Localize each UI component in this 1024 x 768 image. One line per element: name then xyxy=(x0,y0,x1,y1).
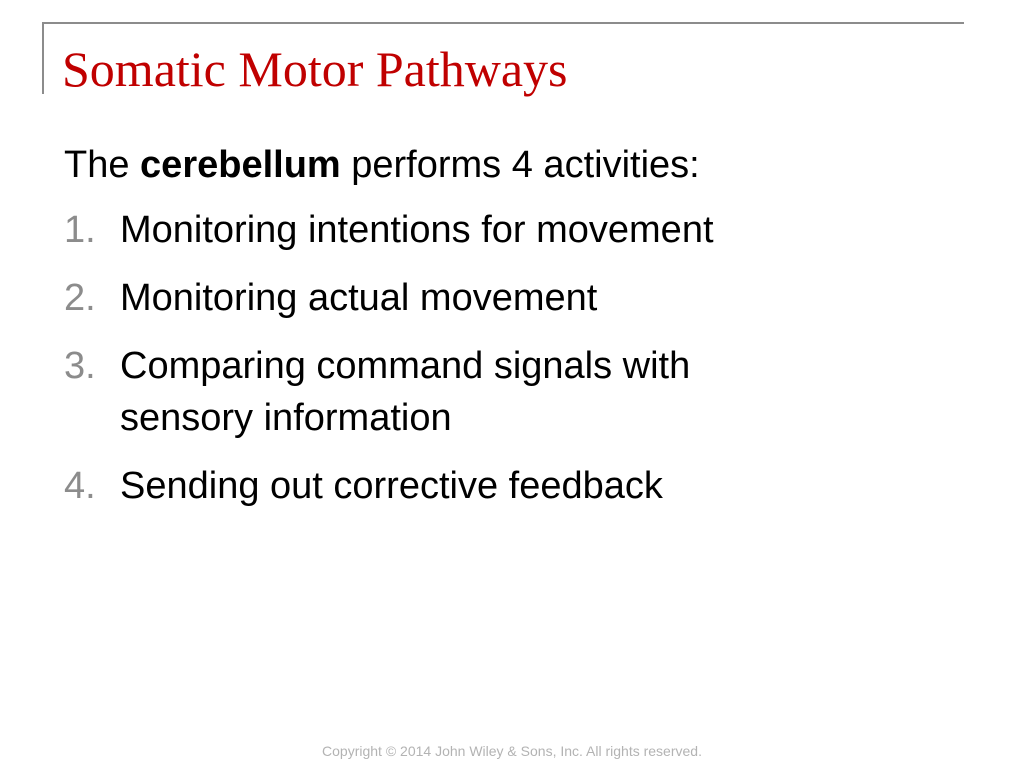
list-item xyxy=(64,272,944,324)
list-item-number: 1. xyxy=(64,209,96,251)
list-item xyxy=(64,204,944,256)
list-item-text: Comparing command signals with sensory information xyxy=(120,345,691,439)
list-item-text: Monitoring intentions for movement xyxy=(120,209,714,251)
list-item-number: 2. xyxy=(64,277,96,319)
list-item-number: 3. xyxy=(64,345,96,387)
list-item xyxy=(64,340,944,444)
list-item-text: Monitoring actual movement xyxy=(120,277,598,319)
list-item xyxy=(64,460,944,512)
slide-title: Somatic Motor Pathways xyxy=(62,41,568,97)
slide-body xyxy=(64,140,944,528)
intro-line xyxy=(64,140,944,190)
left-rule xyxy=(42,22,44,94)
list-item-text: Sending out corrective feedback xyxy=(120,465,663,507)
copyright-footer: Copyright © 2014 John Wiley & Sons, Inc. All rights reserved. xyxy=(322,743,702,759)
intro-suffix: performs 4 activities: xyxy=(340,144,700,186)
list-item-number: 4. xyxy=(64,465,96,507)
intro-prefix: The xyxy=(64,144,141,186)
intro-emphasis: cerebellum xyxy=(140,144,341,186)
activity-list xyxy=(64,204,944,512)
top-rule xyxy=(42,22,964,24)
